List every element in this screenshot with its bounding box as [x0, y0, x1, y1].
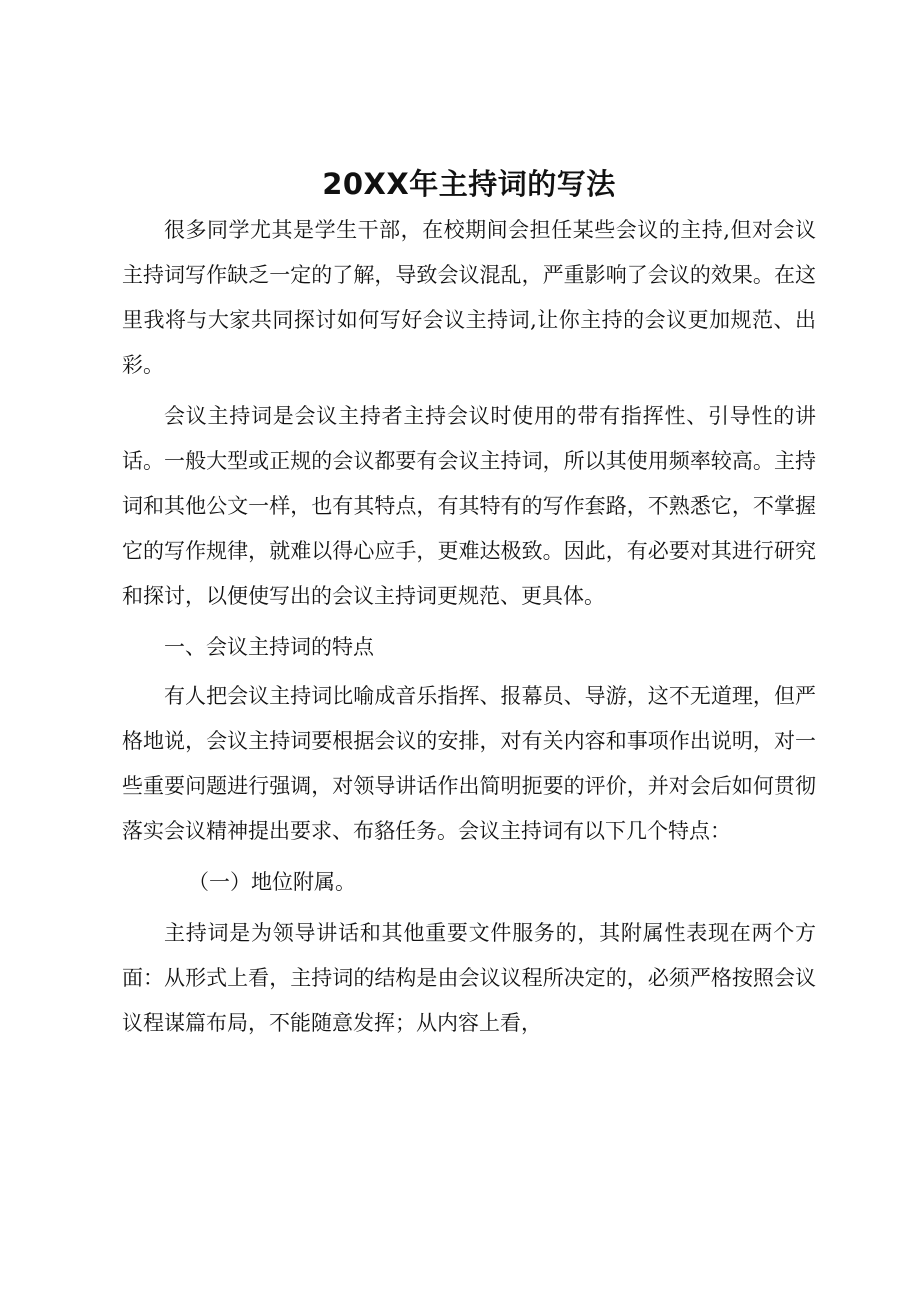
- document-title: 20XX年主持词的写法: [322, 167, 616, 201]
- subsection-paragraph: 主持词是为领导讲话和其他重要文件服务的，其附属性表现在两个方面：从形式上看，主持词的结构是由会议议程所决定的，必须严格按照会议议程谋篇布局，不能随意发挥；从内容上看，: [122, 921, 816, 1035]
- section-paragraph: 有人把会议主持词比喻成音乐指挥、报幕员、导游，这不无道理，但严格地说，会议主持词要根据会议的安排，对有关内容和事项作出说明，对一些重要问题进行强调，对领导讲话作出简明扼要的评价，并对会后如何贯彻落实会议精神提出要求、布貉任务。会议主持词有以下几个特点：: [122, 684, 816, 843]
- section-heading: 一、会议主持词的特点: [164, 635, 374, 659]
- document-page: [122, 164, 816, 1046]
- definition-paragraph: 会议主持词是会议主持者主持会议时使用的带有指挥性、引导性的讲话。一般大型或正规的会议都要有会议主持词，所以其使用频率较高。主持词和其他公文一样，也有其特点，有其特有的写作套路，不熟悉它，不掌握它的写作规律，就难以得心应手，更难达极致。因此，有必要对其进行研究和探讨，以便使写出的会议主持词更规范、更具体。: [122, 404, 816, 608]
- subsection-heading: （一）地位附属。: [188, 870, 356, 894]
- intro-paragraph: 很多同学尤其是学生干部，在校期间会担任某些会议的主持,但对会议主持词写作缺乏一定的了解，导致会议混乱，严重影响了会议的效果。在这里我将与大家共同探讨如何写好会议主持词,让你主持的会议更加规范、出彩。: [122, 218, 816, 377]
